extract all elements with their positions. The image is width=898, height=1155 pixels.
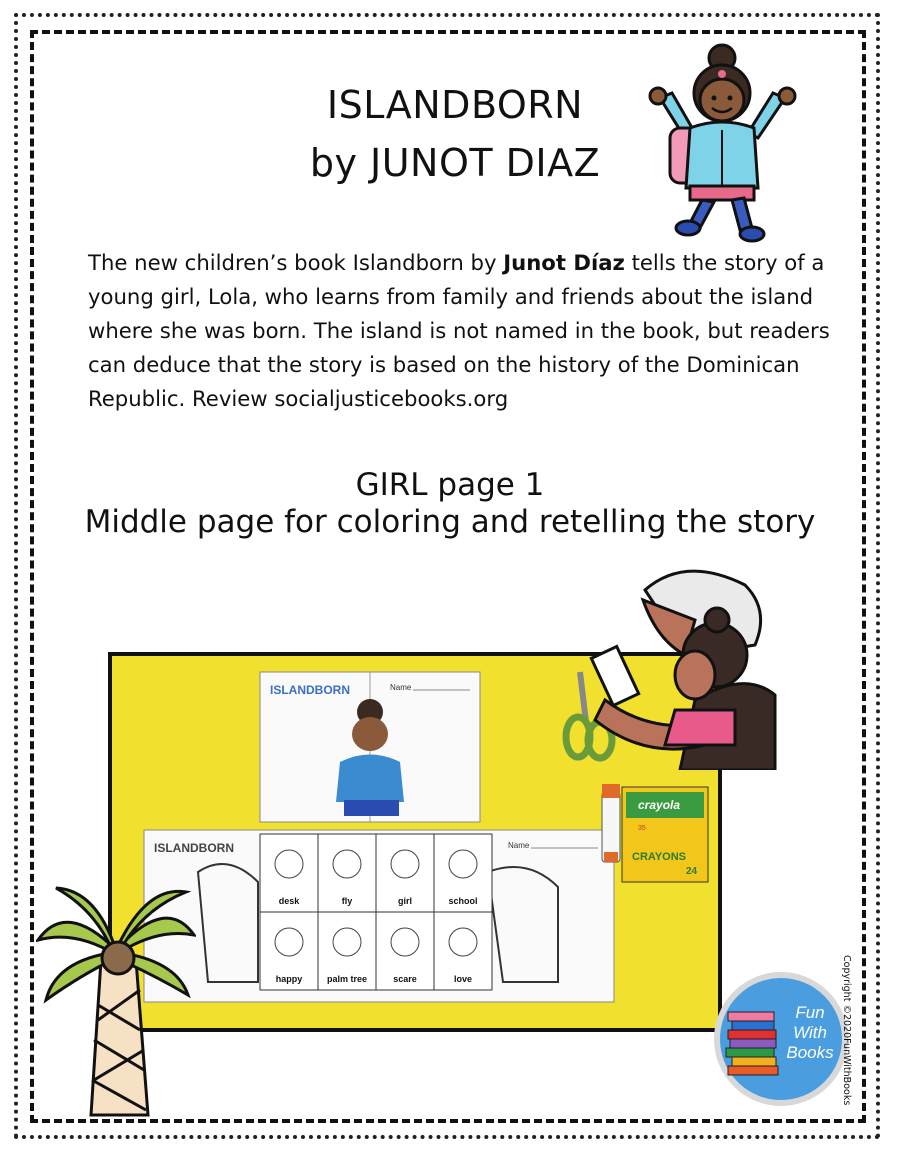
description-text: The new children’s book Islandborn by xyxy=(88,250,504,275)
vocab-word: girl xyxy=(397,896,413,906)
vocabulary-grid xyxy=(260,834,492,990)
vocab-card xyxy=(376,834,434,912)
vocab-card xyxy=(260,912,318,990)
vocab-word: fly xyxy=(341,896,353,906)
glue-stick xyxy=(602,784,620,862)
vocab-word: palm tree xyxy=(326,974,368,984)
vocab-card xyxy=(318,834,376,912)
grandmother-reading-clipart xyxy=(585,560,785,770)
vocab-word: happy xyxy=(275,974,303,984)
crayon-brand: crayola xyxy=(638,798,681,812)
vocab-word: desk xyxy=(278,896,300,906)
booklet-title: ISLANDBORN xyxy=(270,683,350,697)
vocab-card xyxy=(376,912,434,990)
booklet-inside xyxy=(144,830,614,1002)
booklet-title-outline: ISLANDBORN xyxy=(154,841,234,855)
crayon-badge: 35 xyxy=(638,825,646,832)
author-name: Junot Díaz xyxy=(503,250,625,275)
vocab-word: scare xyxy=(393,974,417,984)
page-title: ISLANDBORN xyxy=(326,83,584,127)
crayon-box xyxy=(622,787,708,882)
logo-line-2: With xyxy=(793,1023,827,1042)
logo-line-1: Fun xyxy=(795,1003,825,1022)
crayon-label: CRAYONS xyxy=(632,851,686,863)
copyright-notice xyxy=(841,955,872,1115)
book-description xyxy=(88,246,838,416)
vocab-card xyxy=(260,834,318,912)
description-text-rest: tells the story of a young girl, Lola, who learns from family and friends about the island where she was born. The island is not named in the book, but readers can deduce that the story is based on the history of the Dominican Republic. Review socialjusticebooks.org xyxy=(88,250,830,411)
vocab-card xyxy=(434,912,492,990)
palm-tree-clipart xyxy=(36,880,196,1122)
section-subheading: Middle page for coloring and retelling the story xyxy=(84,504,816,540)
booklet-cover xyxy=(260,672,480,822)
copyright-text: Copyright ©2020FunWithBooks xyxy=(841,955,852,1106)
name-label: Name xyxy=(390,683,412,692)
fun-with-books-logo xyxy=(712,970,850,1108)
logo-line-3: Books xyxy=(786,1043,834,1062)
vocab-card xyxy=(434,834,492,912)
vocab-card xyxy=(318,912,376,990)
crayon-count: 24 xyxy=(686,866,698,877)
vocab-word: school xyxy=(448,896,478,906)
girl-backpack-clipart xyxy=(640,38,805,243)
vocab-word: love xyxy=(453,974,473,984)
page-title-author: by JUNOT DIAZ xyxy=(309,141,601,185)
name-label-2: Name xyxy=(508,841,530,850)
section-heading: GIRL page 1 xyxy=(355,467,545,503)
